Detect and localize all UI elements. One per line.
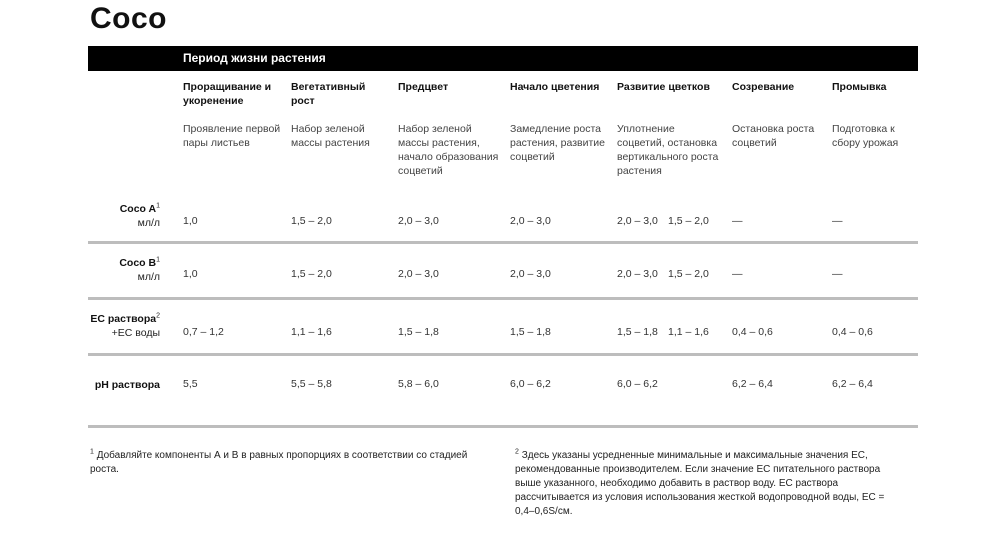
table-cell-value: 6,0 – 6,2 [617, 378, 658, 390]
column-description: Набор зеленой массы растения [291, 123, 370, 149]
table-cell-value: 1,5 – 2,0 [291, 268, 332, 280]
table-cell-value: 6,2 – 6,4 [732, 378, 773, 390]
table-cell-value: — [832, 215, 843, 227]
column-description: Подготовка к сбору урожая [832, 123, 899, 149]
section-title: Период жизни растения [183, 51, 326, 65]
row-label: Coco $A^1$ мл/л [119, 202, 160, 229]
table-cell-value: 2,0 – 3,0 [617, 215, 658, 227]
column-description: Проявление первой пары листьев [183, 123, 281, 149]
table-cell-value: 1,0 [183, 215, 198, 227]
column-header: Созревание [732, 81, 795, 93]
column-header: Вегетативный рост [291, 81, 366, 107]
column-description: Уплотнение соцветий, остановка вертикального роста растения [617, 123, 719, 177]
row-divider [88, 425, 918, 428]
table-cell-value: 0,7 – 1,2 [183, 326, 224, 338]
table-cell-value: 2,0 – 3,0 [510, 215, 551, 227]
table-cell-value: 0,4 – 0,6 [732, 326, 773, 338]
table-cell-value: 6,2 – 6,4 [832, 378, 873, 390]
footnote-1: $^1$ Добавляйте компоненты А и В в равных пропорциях в соответствии со стадией роста. [90, 448, 468, 475]
table-cell-value: 0,4 – 0,6 [832, 326, 873, 338]
table-cell-value: — [732, 215, 743, 227]
table-cell-value: 6,0 – 6,2 [510, 378, 551, 390]
table-cell-value: 1,1 – 1,6 [291, 326, 332, 338]
row-divider [88, 241, 918, 244]
table-cell-value: — [832, 268, 843, 280]
column-description: Остановка роста соцветий [732, 123, 815, 149]
table-cell-value: 1,0 [183, 268, 198, 280]
table-cell-value: — [732, 268, 743, 280]
column-header: Промывка [832, 81, 887, 93]
column-header: Проращивание и укоренение [183, 81, 272, 107]
column-description: Замедление роста растения, развитие соцветий [510, 123, 605, 163]
row-label: EC раствора$^2$ +EC воды [90, 312, 160, 339]
table-cell-value: 1,5 – 2,0 [291, 215, 332, 227]
row-divider [88, 297, 918, 300]
table-cell-value: 1,5 – 2,0 [668, 268, 709, 280]
footnote-2: $^2$ Здесь указаны усредненные минимальные и максимальные значения ЕС, рекомендованные производителем. Если значение ЕС питательного раствора выше указанного, необходимо добавить в раствор воду. ЕС раствора рассчитывается из условия использования жесткой водопроводной воды, ЕС = 0,4–0,6S/см. [515, 448, 885, 517]
table-cell-value: 2,0 – 3,0 [510, 268, 551, 280]
table-cell-value: 2,0 – 3,0 [617, 268, 658, 280]
table-cell-value: 2,0 – 3,0 [398, 215, 439, 227]
row-divider [88, 353, 918, 356]
table-cell-value: 1,5 – 1,8 [398, 326, 439, 338]
row-label: Coco $B^1$ мл/л [119, 256, 160, 283]
row-label: pH раствора [94, 379, 160, 391]
column-description: Набор зеленой массы растения, начало образования соцветий [398, 123, 499, 177]
table-cell-value: 1,5 – 1,8 [510, 326, 551, 338]
table-cell-value: 5,5 [183, 378, 198, 390]
column-header: Начало цветения [510, 81, 600, 93]
column-header: Развитие цветков [617, 81, 710, 93]
page-title: Coco [90, 2, 167, 35]
table-cell-value: 1,1 – 1,6 [668, 326, 709, 338]
column-header: Предцвет [398, 81, 449, 93]
table-cell-value: 5,5 – 5,8 [291, 378, 332, 390]
table-cell-value: 1,5 – 1,8 [617, 326, 658, 338]
table-cell-value: 5,8 – 6,0 [398, 378, 439, 390]
table-cell-value: 2,0 – 3,0 [398, 268, 439, 280]
section-header-bar [88, 46, 918, 71]
table-cell-value: 1,5 – 2,0 [668, 215, 709, 227]
